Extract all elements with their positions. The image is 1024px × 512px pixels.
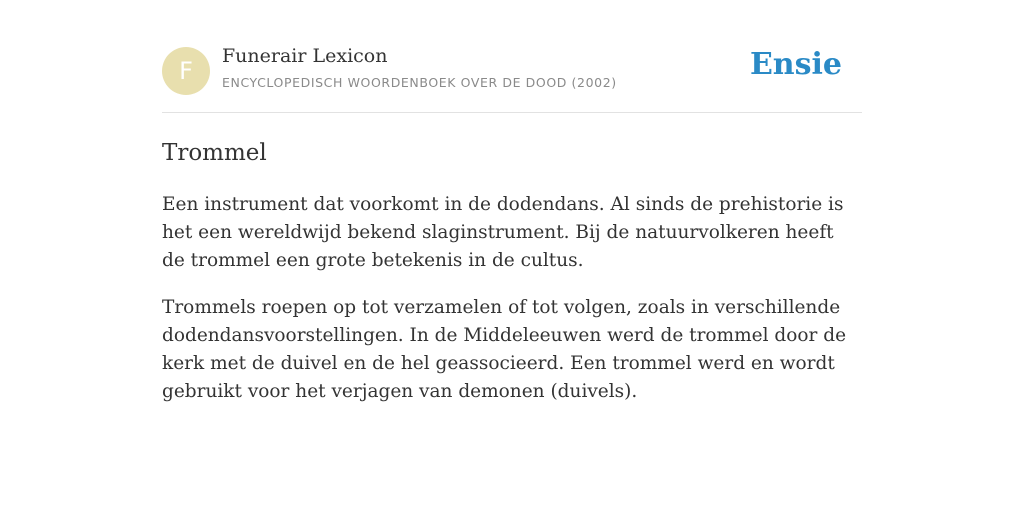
entry-paragraph-2: Trommels roepen op tot verzamelen of tot volgen, zoals in verschillende dodendansvoorstellingen. In de Middeleeuwen werd de trommel door de kerk met de duivel en de hel geassocieerd. Een trommel werd en wordt gebruikt voor het verjagen van demonen (duivels). (162, 297, 847, 402)
entry-term: Trommel (162, 140, 267, 166)
entry-card (162, 0, 862, 406)
source-header (162, 0, 862, 113)
source-subtitle: ENCYCLOPEDISCH WOORDENBOEK OVER DE DOOD (2002) (222, 75, 617, 90)
entry-body (162, 191, 862, 406)
source-title[interactable]: Funerair Lexicon (222, 45, 388, 67)
source-avatar[interactable]: F (162, 47, 210, 95)
entry-paragraph-1: Een instrument dat voorkomt in de dodendans. Al sinds de prehistorie is het een wereldwijd bekend slaginstrument. Bij de natuurvolkeren heeft de trommel een grote betekenis in de cultus. (162, 194, 844, 271)
ensie-logo-link[interactable]: Ensie (749, 47, 842, 82)
